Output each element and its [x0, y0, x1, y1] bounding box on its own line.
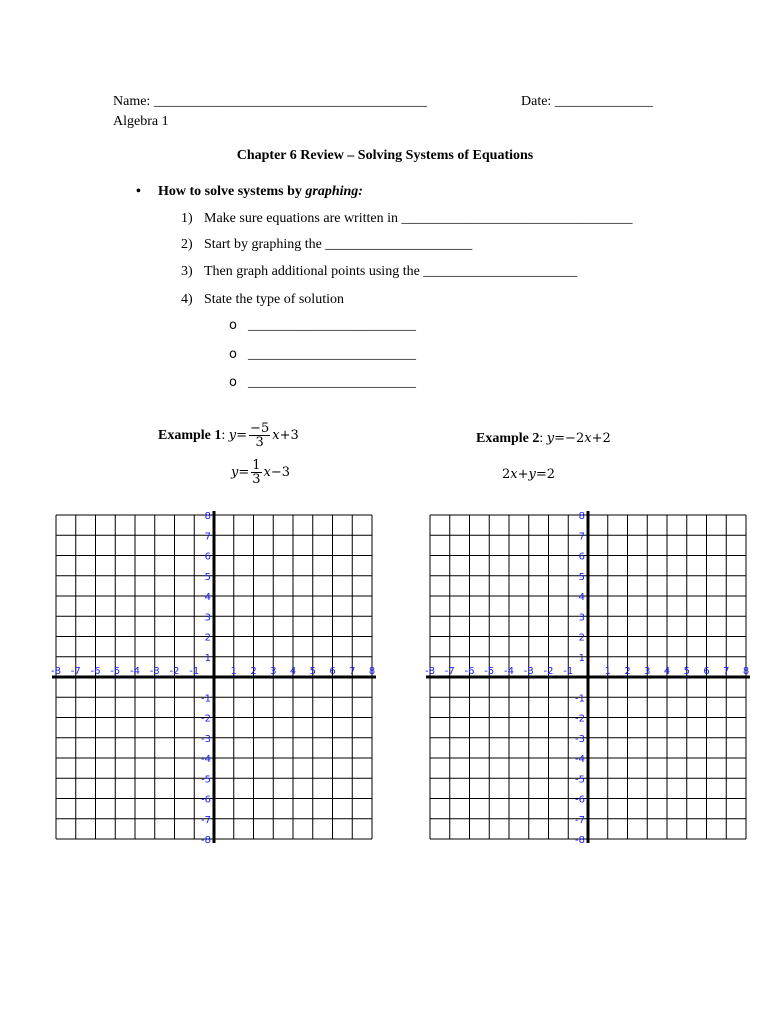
x-tick-label: -7	[444, 666, 455, 677]
example-label: Example 2	[476, 431, 540, 446]
step-text: Make sure equations are written in _________________________________	[204, 211, 633, 226]
example-2-equation-1	[476, 431, 611, 447]
step-number: 2)	[181, 237, 193, 252]
grid-svg	[46, 503, 376, 849]
y-tick-label: 8	[578, 511, 585, 522]
eq-term: −2	[565, 431, 585, 446]
eq-var: x	[510, 467, 518, 482]
x-tick-label: -5	[110, 666, 121, 677]
section-heading-emph: graphing:	[305, 184, 363, 199]
answer-blank[interactable]	[229, 375, 416, 391]
x-tick-label: 2	[624, 666, 631, 677]
y-tick-label: 6	[578, 551, 585, 563]
eq-term: 2	[502, 467, 511, 482]
y-tick-label: 7	[204, 531, 211, 543]
fraction-denominator: 3	[252, 472, 261, 487]
coordinate-grid-1[interactable]	[46, 503, 376, 849]
y-tick-label: -8	[201, 835, 211, 846]
step-number: 4)	[181, 292, 193, 307]
x-tick-label: -8	[51, 666, 61, 677]
eq-var: x	[272, 428, 280, 443]
step-text: State the type of solution	[204, 292, 344, 307]
y-tick-label: -6	[575, 794, 585, 806]
y-tick-label: -5	[201, 774, 211, 786]
y-tick-label: 5	[578, 571, 585, 583]
bullet-glyph: •	[136, 184, 141, 199]
section-heading-prefix: How to solve systems by	[158, 184, 306, 199]
y-tick-label: -2	[201, 713, 211, 725]
example-label: Example 1	[158, 428, 222, 443]
coordinate-grid-2[interactable]	[420, 503, 750, 849]
x-tick-label: 3	[644, 666, 651, 677]
step-number: 3)	[181, 264, 193, 279]
blank-line-text: ________________________	[248, 347, 416, 362]
x-tick-label: 4	[663, 666, 671, 677]
y-tick-label: 1	[204, 652, 211, 664]
y-tick-label: -2	[575, 713, 585, 725]
y-tick-label: -4	[575, 754, 585, 765]
fraction-denominator: 3	[255, 435, 264, 450]
grid-svg	[420, 503, 750, 849]
y-tick-label: -1	[201, 693, 211, 705]
step-text: Start by graphing the _____________________	[204, 237, 473, 252]
eq-sign: =	[554, 431, 566, 446]
step-item	[181, 237, 472, 253]
y-tick-label: -7	[575, 814, 585, 826]
x-tick-label: 5	[309, 666, 316, 677]
example-1-equation-1	[158, 422, 299, 449]
answer-blank[interactable]	[229, 318, 416, 334]
x-tick-label: -3	[523, 666, 534, 677]
x-tick-label: 3	[270, 666, 277, 677]
eq-var: x	[263, 465, 271, 480]
y-tick-label: -4	[201, 754, 211, 765]
sub-bullet-glyph: o	[229, 347, 237, 362]
eq-sign: =	[535, 467, 547, 482]
date-field-label: Date: ______________	[521, 94, 653, 109]
x-tick-label: 5	[683, 666, 690, 677]
x-tick-label: -6	[90, 666, 101, 677]
x-tick-label: 8	[742, 666, 750, 677]
y-tick-label: 3	[578, 612, 585, 624]
eq-term: +2	[591, 431, 611, 446]
answer-blank[interactable]	[229, 347, 416, 363]
eq-var: y	[231, 465, 239, 480]
x-tick-label: -6	[464, 666, 475, 677]
x-tick-label: -2	[543, 666, 554, 677]
x-tick-label: 1	[604, 666, 611, 677]
y-tick-label: 4	[578, 592, 585, 603]
x-tick-label: 2	[250, 666, 257, 677]
x-tick-label: 8	[368, 666, 376, 677]
y-tick-label: -1	[575, 693, 585, 705]
x-tick-label: -3	[149, 666, 160, 677]
x-tick-label: 6	[329, 666, 336, 677]
example-colon: :	[539, 431, 544, 446]
eq-sign: =	[236, 428, 248, 443]
eq-var: y	[528, 467, 536, 482]
eq-term: +3	[279, 428, 299, 443]
fraction-numerator: 1	[252, 458, 261, 473]
x-tick-label: -7	[70, 666, 81, 677]
sub-bullet-glyph: o	[229, 318, 237, 333]
eq-term: −3	[270, 465, 291, 480]
x-tick-label: 7	[349, 666, 356, 677]
x-tick-label: -5	[484, 666, 495, 677]
page-title: Chapter 6 Review – Solving Systems of Equations	[236, 148, 534, 163]
step-text: Then graph additional points using the ______________________	[204, 264, 578, 279]
blank-line-text: ________________________	[248, 318, 416, 333]
x-tick-label: -4	[504, 666, 514, 677]
y-tick-label: 4	[204, 592, 211, 603]
eq-var: y	[228, 428, 237, 443]
y-tick-label: 1	[578, 652, 585, 664]
y-tick-label: 8	[204, 511, 211, 522]
y-tick-label: -6	[201, 794, 211, 806]
y-tick-label: 3	[204, 612, 211, 624]
x-tick-label: 4	[289, 666, 297, 677]
eq-sign: =	[238, 465, 250, 480]
x-tick-label: -2	[169, 666, 180, 677]
y-tick-label: -3	[575, 733, 585, 745]
x-tick-label: 6	[703, 666, 710, 677]
x-tick-label: 1	[230, 666, 237, 677]
eq-term: 2	[546, 467, 556, 482]
eq-var: y	[546, 431, 555, 446]
y-tick-label: -5	[575, 774, 585, 786]
step-number: 1)	[181, 211, 193, 226]
x-tick-label: -1	[563, 666, 574, 677]
example-colon: :	[221, 428, 226, 443]
x-tick-label: 7	[723, 666, 730, 677]
y-tick-label: 2	[578, 632, 585, 644]
fraction	[251, 459, 261, 486]
y-tick-label: 2	[204, 632, 211, 644]
y-tick-label: -8	[575, 835, 585, 846]
name-field-label: Name: _______________________________________	[113, 94, 427, 109]
fraction-numerator: −5	[250, 421, 270, 436]
y-tick-label: -3	[201, 733, 211, 745]
step-item	[181, 264, 577, 280]
y-tick-label: -7	[201, 814, 211, 826]
eq-sign: +	[517, 467, 529, 482]
fraction	[249, 422, 270, 449]
sub-bullet-glyph: o	[229, 375, 237, 390]
x-tick-label: -1	[189, 666, 200, 677]
course-label: Algebra 1	[113, 114, 169, 129]
section-heading	[136, 184, 363, 200]
example-1-equation-2	[231, 459, 290, 486]
x-tick-label: -4	[130, 666, 140, 677]
y-tick-label: 6	[204, 551, 211, 563]
step-item	[181, 211, 633, 227]
y-tick-label: 5	[204, 571, 211, 583]
y-tick-label: 7	[578, 531, 585, 543]
eq-var: x	[584, 431, 592, 446]
step-item	[181, 292, 344, 308]
example-2-equation-2	[502, 467, 555, 483]
x-tick-label: -8	[425, 666, 435, 677]
blank-line-text: ________________________	[248, 375, 416, 390]
